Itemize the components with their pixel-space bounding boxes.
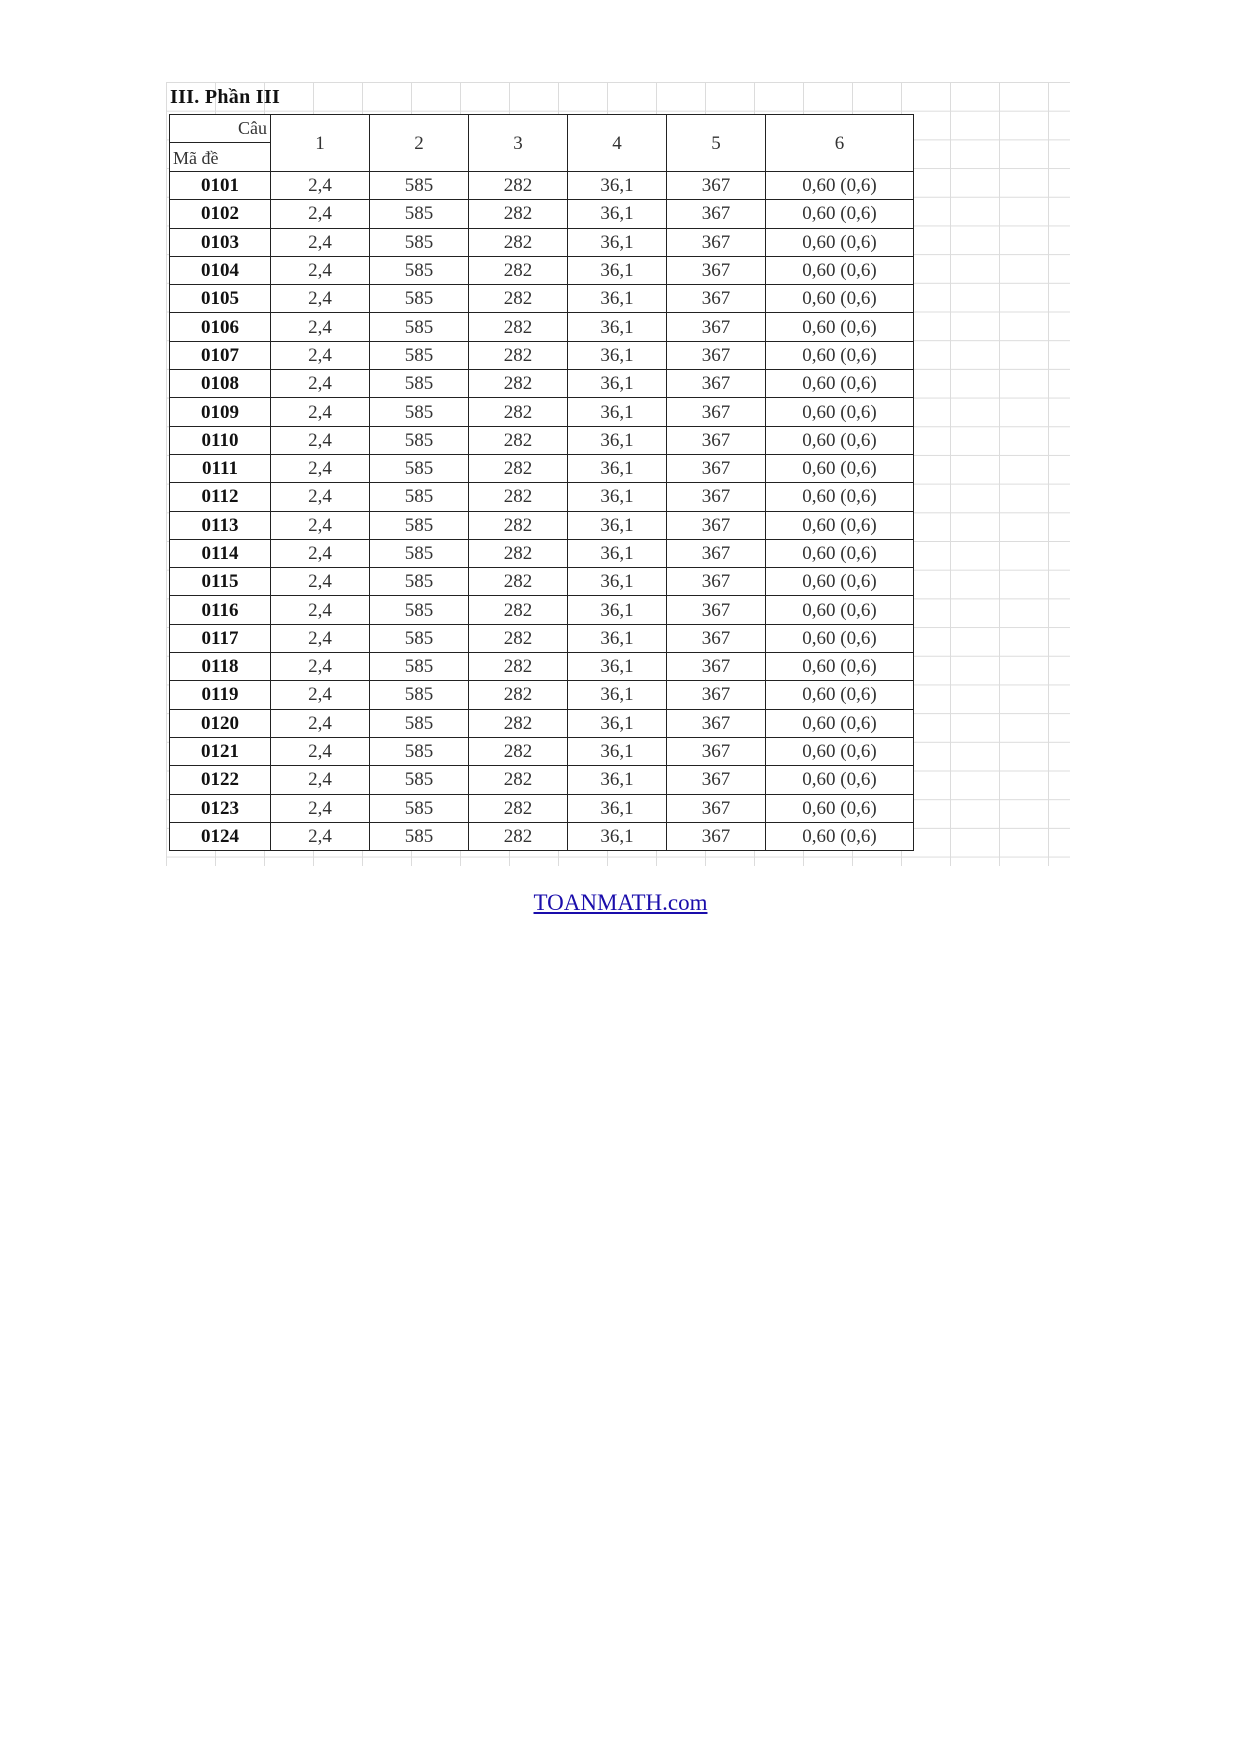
answer-cell: 367 <box>667 596 766 624</box>
exam-code-cell: 0113 <box>170 511 271 539</box>
answer-cell: 282 <box>469 370 568 398</box>
exam-code-cell: 0124 <box>170 822 271 850</box>
question-label: Câu <box>238 118 267 138</box>
answer-cell: 36,1 <box>568 398 667 426</box>
answer-cell: 282 <box>469 766 568 794</box>
answer-cell: 585 <box>370 341 469 369</box>
answer-cell: 36,1 <box>568 766 667 794</box>
exam-code-cell: 0119 <box>170 681 271 709</box>
answer-cell: 36,1 <box>568 709 667 737</box>
exam-code-cell: 0104 <box>170 256 271 284</box>
answer-cell: 585 <box>370 539 469 567</box>
answer-cell: 282 <box>469 709 568 737</box>
exam-code-cell: 0108 <box>170 370 271 398</box>
answer-cell: 282 <box>469 313 568 341</box>
table-row <box>170 454 914 482</box>
table-row <box>170 228 914 256</box>
answer-cell: 0,60 (0,6) <box>766 709 914 737</box>
table-row <box>170 737 914 765</box>
table-row <box>170 681 914 709</box>
answer-cell: 2,4 <box>271 200 370 228</box>
table-row <box>170 426 914 454</box>
answer-cell: 585 <box>370 426 469 454</box>
table-row <box>170 370 914 398</box>
exam-code-cell: 0107 <box>170 341 271 369</box>
answer-cell: 367 <box>667 624 766 652</box>
answer-cell: 585 <box>370 653 469 681</box>
answer-cell: 585 <box>370 285 469 313</box>
answer-cell: 282 <box>469 511 568 539</box>
answer-cell: 367 <box>667 539 766 567</box>
answer-cell: 282 <box>469 653 568 681</box>
exam-code-cell: 0103 <box>170 228 271 256</box>
exam-code-cell: 0110 <box>170 426 271 454</box>
answer-cell: 2,4 <box>271 398 370 426</box>
answer-cell: 585 <box>370 794 469 822</box>
answer-cell: 2,4 <box>271 172 370 200</box>
answer-table <box>169 114 914 851</box>
answer-cell: 2,4 <box>271 285 370 313</box>
answer-cell: 36,1 <box>568 653 667 681</box>
exam-code-cell: 0121 <box>170 737 271 765</box>
answer-cell: 0,60 (0,6) <box>766 766 914 794</box>
answer-cell: 2,4 <box>271 539 370 567</box>
column-header: 5 <box>667 115 766 172</box>
answer-cell: 367 <box>667 511 766 539</box>
column-header: 2 <box>370 115 469 172</box>
answer-cell: 36,1 <box>568 313 667 341</box>
answer-cell: 0,60 (0,6) <box>766 370 914 398</box>
exam-code-cell: 0118 <box>170 653 271 681</box>
answer-cell: 2,4 <box>271 256 370 284</box>
answer-cell: 36,1 <box>568 568 667 596</box>
answer-cell: 0,60 (0,6) <box>766 228 914 256</box>
answer-cell: 282 <box>469 341 568 369</box>
answer-cell: 36,1 <box>568 596 667 624</box>
answer-cell: 0,60 (0,6) <box>766 624 914 652</box>
answer-cell: 36,1 <box>568 370 667 398</box>
table-row <box>170 709 914 737</box>
answer-cell: 282 <box>469 398 568 426</box>
answer-cell: 0,60 (0,6) <box>766 454 914 482</box>
answer-cell: 367 <box>667 454 766 482</box>
answer-cell: 0,60 (0,6) <box>766 568 914 596</box>
answer-cell: 0,60 (0,6) <box>766 200 914 228</box>
answer-cell: 36,1 <box>568 454 667 482</box>
table-row <box>170 596 914 624</box>
toanmath-link[interactable]: TOANMATH.com <box>533 890 708 915</box>
answer-cell: 0,60 (0,6) <box>766 794 914 822</box>
answer-cell: 2,4 <box>271 511 370 539</box>
answer-cell: 367 <box>667 200 766 228</box>
answer-cell: 585 <box>370 822 469 850</box>
answer-cell: 585 <box>370 256 469 284</box>
answer-cell: 0,60 (0,6) <box>766 653 914 681</box>
table-row <box>170 398 914 426</box>
answer-cell: 282 <box>469 624 568 652</box>
answer-cell: 282 <box>469 172 568 200</box>
table-row <box>170 313 914 341</box>
answer-cell: 2,4 <box>271 737 370 765</box>
answer-cell: 585 <box>370 766 469 794</box>
table-row <box>170 256 914 284</box>
answer-cell: 585 <box>370 454 469 482</box>
answer-cell: 0,60 (0,6) <box>766 172 914 200</box>
exam-code-label: Mã đề <box>173 148 219 168</box>
answer-cell: 0,60 (0,6) <box>766 426 914 454</box>
exam-code-cell: 0105 <box>170 285 271 313</box>
answer-cell: 367 <box>667 766 766 794</box>
exam-code-cell: 0120 <box>170 709 271 737</box>
answer-cell: 585 <box>370 511 469 539</box>
answer-cell: 36,1 <box>568 200 667 228</box>
exam-code-cell: 0112 <box>170 483 271 511</box>
answer-cell: 2,4 <box>271 568 370 596</box>
answer-cell: 2,4 <box>271 341 370 369</box>
exam-code-cell: 0101 <box>170 172 271 200</box>
answer-cell: 367 <box>667 681 766 709</box>
answer-cell: 36,1 <box>568 172 667 200</box>
answer-cell: 36,1 <box>568 681 667 709</box>
answer-cell: 367 <box>667 285 766 313</box>
answer-cell: 2,4 <box>271 822 370 850</box>
answer-cell: 585 <box>370 624 469 652</box>
answer-cell: 367 <box>667 172 766 200</box>
answer-cell: 0,60 (0,6) <box>766 341 914 369</box>
answer-cell: 0,60 (0,6) <box>766 822 914 850</box>
answer-cell: 367 <box>667 370 766 398</box>
answer-cell: 282 <box>469 200 568 228</box>
exam-code-cell: 0106 <box>170 313 271 341</box>
answer-cell: 585 <box>370 370 469 398</box>
table-row <box>170 568 914 596</box>
answer-cell: 36,1 <box>568 822 667 850</box>
section-title: III. Phần III <box>170 86 281 108</box>
answer-cell: 36,1 <box>568 624 667 652</box>
answer-cell: 36,1 <box>568 256 667 284</box>
answer-cell: 367 <box>667 794 766 822</box>
answer-cell: 36,1 <box>568 483 667 511</box>
answer-cell: 2,4 <box>271 483 370 511</box>
answer-cell: 2,4 <box>271 426 370 454</box>
answer-cell: 282 <box>469 483 568 511</box>
answer-cell: 585 <box>370 398 469 426</box>
answer-cell: 585 <box>370 172 469 200</box>
answer-key-image <box>166 82 1070 866</box>
table-row <box>170 539 914 567</box>
corner-header-cell <box>170 115 271 172</box>
answer-cell: 282 <box>469 794 568 822</box>
answer-cell: 367 <box>667 709 766 737</box>
answer-cell: 367 <box>667 228 766 256</box>
answer-cell: 0,60 (0,6) <box>766 483 914 511</box>
answer-cell: 282 <box>469 256 568 284</box>
table-row <box>170 511 914 539</box>
answer-cell: 2,4 <box>271 313 370 341</box>
table-row <box>170 341 914 369</box>
answer-cell: 36,1 <box>568 737 667 765</box>
answer-cell: 282 <box>469 737 568 765</box>
exam-code-cell: 0122 <box>170 766 271 794</box>
column-header: 6 <box>766 115 914 172</box>
answer-cell: 282 <box>469 426 568 454</box>
table-header-row <box>170 115 914 172</box>
answer-cell: 367 <box>667 653 766 681</box>
answer-cell: 282 <box>469 568 568 596</box>
answer-cell: 367 <box>667 483 766 511</box>
answer-cell: 0,60 (0,6) <box>766 539 914 567</box>
answer-cell: 282 <box>469 539 568 567</box>
table-row <box>170 822 914 850</box>
answer-cell: 36,1 <box>568 426 667 454</box>
table-row <box>170 200 914 228</box>
answer-cell: 2,4 <box>271 766 370 794</box>
answer-cell: 585 <box>370 483 469 511</box>
answer-cell: 367 <box>667 822 766 850</box>
answer-cell: 282 <box>469 681 568 709</box>
answer-cell: 2,4 <box>271 454 370 482</box>
table-row <box>170 285 914 313</box>
answer-cell: 0,60 (0,6) <box>766 256 914 284</box>
answer-cell: 2,4 <box>271 370 370 398</box>
exam-code-cell: 0109 <box>170 398 271 426</box>
answer-cell: 2,4 <box>271 709 370 737</box>
answer-cell: 282 <box>469 596 568 624</box>
answer-cell: 2,4 <box>271 653 370 681</box>
answer-cell: 0,60 (0,6) <box>766 681 914 709</box>
answer-cell: 0,60 (0,6) <box>766 398 914 426</box>
answer-cell: 282 <box>469 822 568 850</box>
answer-cell: 585 <box>370 737 469 765</box>
answer-cell: 367 <box>667 426 766 454</box>
exam-code-cell: 0117 <box>170 624 271 652</box>
answer-cell: 367 <box>667 737 766 765</box>
answer-cell: 36,1 <box>568 539 667 567</box>
table-row <box>170 172 914 200</box>
answer-cell: 585 <box>370 200 469 228</box>
exam-code-cell: 0114 <box>170 539 271 567</box>
answer-cell: 367 <box>667 313 766 341</box>
answer-cell: 585 <box>370 313 469 341</box>
table-row <box>170 766 914 794</box>
answer-cell: 282 <box>469 228 568 256</box>
answer-cell: 0,60 (0,6) <box>766 285 914 313</box>
answer-cell: 585 <box>370 709 469 737</box>
column-header: 1 <box>271 115 370 172</box>
answer-cell: 2,4 <box>271 624 370 652</box>
answer-cell: 0,60 (0,6) <box>766 596 914 624</box>
answer-cell: 367 <box>667 568 766 596</box>
answer-cell: 585 <box>370 228 469 256</box>
column-header: 4 <box>568 115 667 172</box>
exam-code-cell: 0115 <box>170 568 271 596</box>
answer-cell: 2,4 <box>271 228 370 256</box>
table-row <box>170 653 914 681</box>
answer-cell: 367 <box>667 398 766 426</box>
answer-table-body <box>170 172 914 851</box>
table-row <box>170 483 914 511</box>
column-header: 3 <box>469 115 568 172</box>
answer-cell: 0,60 (0,6) <box>766 737 914 765</box>
answer-cell: 36,1 <box>568 511 667 539</box>
answer-cell: 585 <box>370 568 469 596</box>
answer-cell: 2,4 <box>271 794 370 822</box>
answer-cell: 36,1 <box>568 341 667 369</box>
answer-cell: 585 <box>370 596 469 624</box>
answer-cell: 0,60 (0,6) <box>766 313 914 341</box>
answer-cell: 585 <box>370 681 469 709</box>
exam-code-cell: 0111 <box>170 454 271 482</box>
answer-cell: 2,4 <box>271 596 370 624</box>
table-row <box>170 624 914 652</box>
answer-cell: 282 <box>469 285 568 313</box>
answer-cell: 36,1 <box>568 794 667 822</box>
exam-code-cell: 0102 <box>170 200 271 228</box>
answer-cell: 36,1 <box>568 228 667 256</box>
table-row <box>170 794 914 822</box>
answer-cell: 36,1 <box>568 285 667 313</box>
answer-cell: 2,4 <box>271 681 370 709</box>
answer-cell: 367 <box>667 341 766 369</box>
exam-code-cell: 0123 <box>170 794 271 822</box>
answer-cell: 367 <box>667 256 766 284</box>
answer-cell: 282 <box>469 454 568 482</box>
answer-cell: 0,60 (0,6) <box>766 511 914 539</box>
exam-code-cell: 0116 <box>170 596 271 624</box>
